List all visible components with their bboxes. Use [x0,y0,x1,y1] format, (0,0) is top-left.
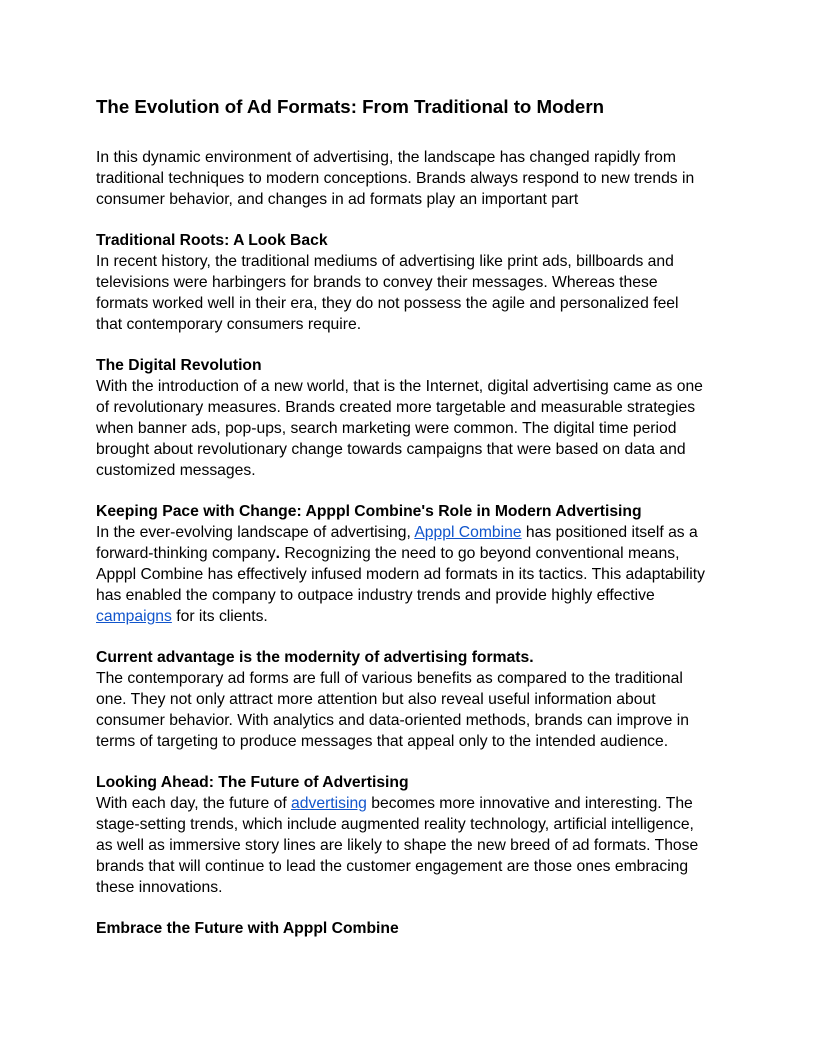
paragraph-line [96,793,726,814]
text-run: for its clients. [171,608,268,625]
section-heading: Traditional Roots: A Look Back [96,232,328,249]
paragraph-line: In recent history, the traditional mediums of advertising like print ads, billboards and [96,253,674,270]
paragraph-line: brands that will continue to lead the customer engagement are those ones embracing [96,858,689,875]
intro-line: traditional techniques to modern conceptions. Brands always respond to new trends in [96,170,695,187]
text-run: forward-thinking company [96,545,276,562]
section-paragraph [96,251,726,335]
paragraph-line: Apppl Combine has effectively infused modern ad formats in its tactics. This adaptability [96,566,705,583]
section-paragraph [96,793,726,898]
paragraph-line: as well as immersive story lines are likely to shape the new breed of ad formats. Those [96,837,699,854]
section-heading: The Digital Revolution [96,357,262,374]
paragraph-line: With the introduction of a new world, that is the Internet, digital advertising came as one [96,378,703,395]
paragraph-line: these innovations. [96,879,223,896]
section-paragraph [96,522,726,627]
section-embrace [96,918,726,939]
section-advantage [96,647,726,752]
paragraph-line [96,543,726,564]
text-run: Recognizing the need to go beyond conventional means, [279,545,680,562]
intro-line: consumer behavior, and changes in ad formats play an important part [96,191,579,208]
intro-line: In this dynamic environment of advertising, the landscape has changed rapidly from [96,149,676,166]
paragraph-line: customized messages. [96,462,256,479]
advertising-link[interactable]: advertising [291,795,367,812]
paragraph-line [96,522,726,543]
section-heading: Embrace the Future with Apppl Combine [96,920,399,937]
paragraph-line: one. They not only attract more attention but also reveal useful information about [96,691,656,708]
intro-paragraph [96,147,726,210]
paragraph-line: The contemporary ad forms are full of various benefits as compared to the traditional [96,670,683,687]
section-keeping-pace [96,501,726,627]
section-paragraph [96,668,726,752]
section-traditional [96,230,726,335]
section-heading: Current advantage is the modernity of advertising formats. [96,649,534,666]
paragraph-line: televisions were harbingers for brands to convey their messages. Whereas these [96,274,658,291]
paragraph-line: of revolutionary measures. Brands created more targetable and measurable strategies [96,399,696,416]
section-future [96,772,726,898]
paragraph-line: that contemporary consumers require. [96,316,362,333]
section-heading: Keeping Pace with Change: Apppl Combine's Role in Modern Advertising [96,503,642,520]
page-title: The Evolution of Ad Formats: From Traditional to Modern [96,96,605,117]
apppl-combine-link[interactable]: Apppl Combine [414,524,522,541]
campaigns-link[interactable]: campaigns [96,608,172,625]
paragraph-line: has enabled the company to outpace industry trends and provide highly effective [96,587,655,604]
paragraph-line [96,606,726,627]
section-digital [96,355,726,481]
text-run: In the ever-evolving landscape of advertising, [96,524,415,541]
paragraph-line: formats worked well in their era, they do not possess the agile and personalized feel [96,295,679,312]
paragraph-line: brought about revolutionary change towards campaigns that were based on data and [96,441,686,458]
section-heading: Looking Ahead: The Future of Advertising [96,774,409,791]
text-run: has positioned itself as a [521,524,698,541]
paragraph-line: stage-setting trends, which include augmented reality technology, artificial intelligence, [96,816,694,833]
section-paragraph [96,376,726,481]
paragraph-line: consumer behavior. With analytics and data-oriented methods, brands can improve in [96,712,689,729]
text-run: With each day, the future of [96,795,292,812]
text-run: becomes more innovative and interesting. The [366,795,693,812]
document-page [96,96,726,939]
bold-period: . [275,545,280,562]
paragraph-line: when banner ads, pop-ups, search marketing were common. The digital time period [96,420,677,437]
paragraph-line: terms of targeting to produce messages that appeal only to the intended audience. [96,733,669,750]
